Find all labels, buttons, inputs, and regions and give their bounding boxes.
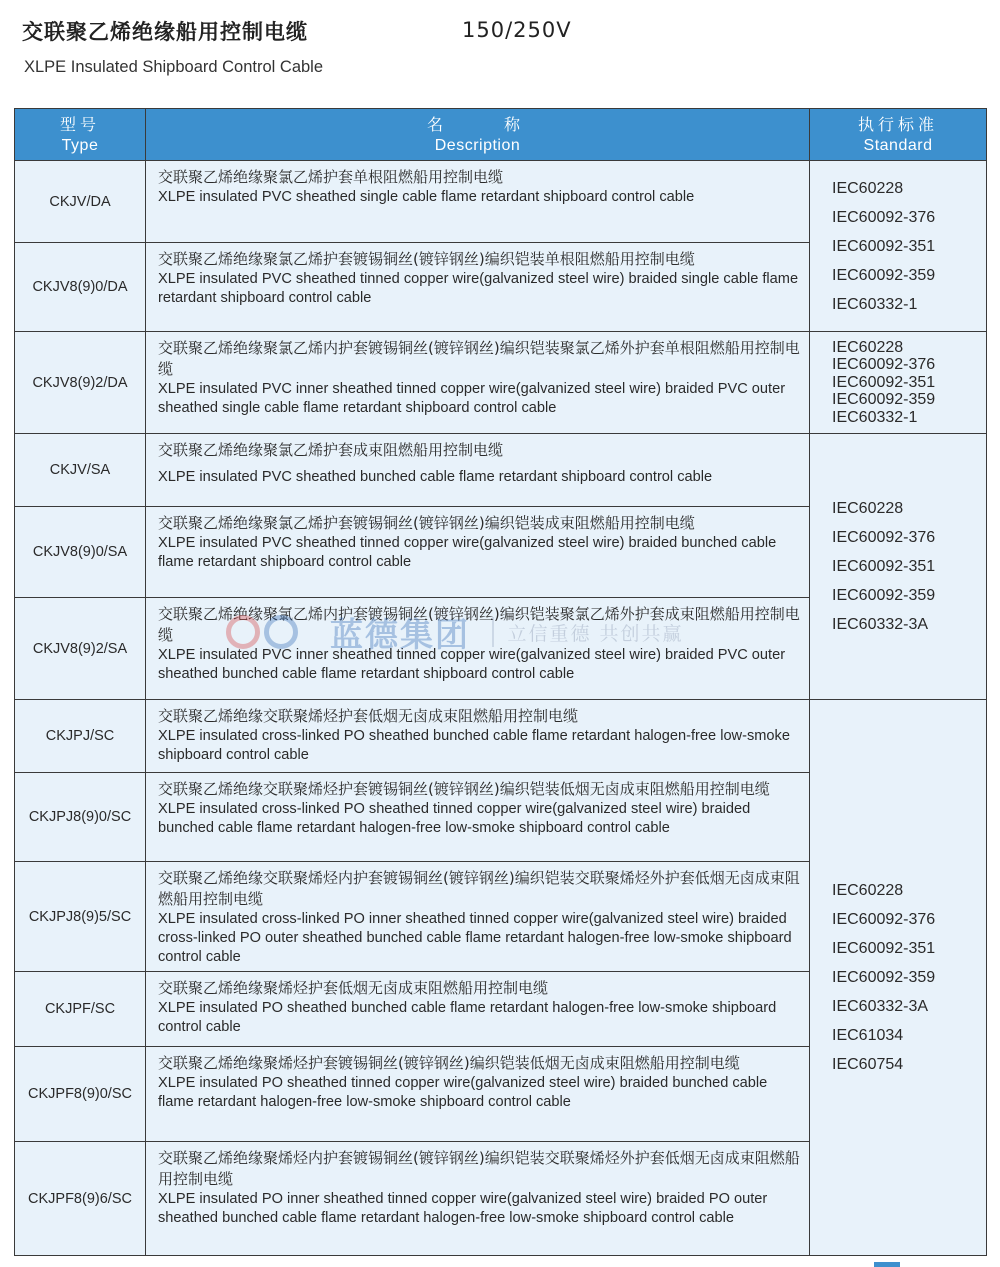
watermark-slogan: 立信重德 共创共赢 xyxy=(507,622,684,645)
page-corner-mark xyxy=(874,1262,900,1267)
description-cell: 交联聚乙烯绝缘聚氯乙烯护套镀锡铜丝(镀锌钢丝)编织铠装单根阻燃船用控制电缆 XLPE insulated PVC sheathed tinned copper wire(galvanized steel wire) braided single cable flame retardant shipboard control cable xyxy=(146,243,810,332)
voltage-rating: 150/250V xyxy=(462,18,572,42)
description-cell: 交联聚乙烯绝缘聚烯烃护套镀锡铜丝(镀锌钢丝)编织铠装低烟无卤成束阻燃船用控制电缆 XLPE insulated PO sheathed tinned copper wire(galvanized steel wire) braided bunched cable flame retardant halogen-free low-smoke shipboard control cable xyxy=(146,1047,810,1142)
description-cell: 交联聚乙烯绝缘聚氯乙烯护套单根阻燃船用控制电缆 XLPE insulated PVC sheathed single cable flame retardant shipboard control cable xyxy=(146,161,810,243)
column-header-description: 名 称 Description xyxy=(146,109,810,161)
type-cell: CKJV8(9)2/DA xyxy=(15,332,146,434)
page-subtitle: XLPE Insulated Shipboard Control Cable xyxy=(24,58,324,76)
watermark-brand: 蓝德集团 xyxy=(330,614,470,654)
cable-spec-table xyxy=(14,108,987,1256)
table-row xyxy=(15,332,987,434)
column-header-type: 型号 Type xyxy=(15,109,146,161)
description-cell: 交联聚乙烯绝缘聚氯乙烯内护套镀锡铜丝(镀锌钢丝)编织铠装聚氯乙烯外护套单根阻燃船用控制电缆 XLPE insulated PVC inner sheathed tinned copper wire(galvanized steel wire) braided PVC outer sheathed single cable flame retardant shipboard control cable xyxy=(146,332,810,434)
standard-cell: IEC60228 IEC60092-376 IEC60092-351 IEC60092-359 IEC60332-3A xyxy=(810,434,987,700)
description-cell: 交联聚乙烯绝缘聚烯烃内护套镀锡铜丝(镀锌钢丝)编织铠装交联聚烯烃外护套低烟无卤成束阻燃船用控制电缆 XLPE insulated PO inner sheathed tinned copper wire(galvanized steel wire) braided PO outer sheathed bunched cable flame retardant halogen-free low-smoke shipboard control cable xyxy=(146,1142,810,1256)
type-cell: CKJPJ8(9)0/SC xyxy=(15,773,146,862)
table-row xyxy=(15,700,987,773)
type-cell: CKJV8(9)0/DA xyxy=(15,243,146,332)
type-cell: CKJPF8(9)0/SC xyxy=(15,1047,146,1142)
table-row xyxy=(15,434,987,507)
type-cell: CKJPJ8(9)5/SC xyxy=(15,862,146,972)
description-cell: 交联聚乙烯绝缘聚烯烃护套低烟无卤成束阻燃船用控制电缆 XLPE insulated PO sheathed bunched cable flame retardant halogen-free low-smoke shipboard control cable xyxy=(146,972,810,1047)
type-cell: CKJV/DA xyxy=(15,161,146,243)
standard-cell: IEC60228 IEC60092-376 IEC60092-351 IEC60092-359 IEC60332-1 xyxy=(810,332,987,434)
description-cell: 交联聚乙烯绝缘交联聚烯烃护套镀锡铜丝(镀锌钢丝)编织铠装低烟无卤成束阻燃船用控制电缆 XLPE insulated cross-linked PO sheathed tinned copper wire(galvanized steel wire) braided bunched cable flame retardant halogen-free low-smoke shipboard control cable xyxy=(146,773,810,862)
type-cell: CKJPJ/SC xyxy=(15,700,146,773)
column-header-standard: 执行标准 Standard xyxy=(810,109,987,161)
table-row xyxy=(15,161,987,243)
table-header-row xyxy=(15,109,987,161)
description-cell: 交联聚乙烯绝缘聚氯乙烯护套镀锡铜丝(镀锌钢丝)编织铠装成束阻燃船用控制电缆 XLPE insulated PVC sheathed tinned copper wire(galvanized steel wire) braided bunched cable flame retardant shipboard control cable xyxy=(146,507,810,598)
type-cell: CKJPF/SC xyxy=(15,972,146,1047)
description-cell: 交联聚乙烯绝缘聚氯乙烯内护套镀锡铜丝(镀锌钢丝)编织铠装聚氯乙烯外护套成束阻燃船用控制电缆 XLPE insulated PVC inner sheathed tinned copper wire(galvanized steel wire) braided PVC outer sheathed bunched cable flame retardant shipboard control cable xyxy=(146,598,810,700)
type-cell: CKJV8(9)0/SA xyxy=(15,507,146,598)
standard-cell: IEC60228 IEC60092-376 IEC60092-351 IEC60092-359 IEC60332-3A IEC61034 IEC60754 xyxy=(810,700,987,1256)
description-cell: 交联聚乙烯绝缘聚氯乙烯护套成束阻燃船用控制电缆 XLPE insulated PVC sheathed bunched cable flame retardant shipboard control cable xyxy=(146,434,810,507)
description-cell: 交联聚乙烯绝缘交联聚烯烃护套低烟无卤成束阻燃船用控制电缆 XLPE insulated cross-linked PO sheathed bunched cable flame retardant halogen-free low-smoke shipboard control cable xyxy=(146,700,810,773)
type-cell: CKJPF8(9)6/SC xyxy=(15,1142,146,1256)
standard-cell: IEC60228 IEC60092-376 IEC60092-351 IEC60092-359 IEC60332-1 xyxy=(810,161,987,332)
type-cell: CKJV8(9)2/SA xyxy=(15,598,146,700)
type-cell: CKJV/SA xyxy=(15,434,146,507)
page-title: 交联聚乙烯绝缘船用控制电缆 xyxy=(22,20,308,44)
description-cell: 交联聚乙烯绝缘交联聚烯烃内护套镀锡铜丝(镀锌钢丝)编织铠装交联聚烯烃外护套低烟无卤成束阻燃船用控制电缆 XLPE insulated cross-linked PO inner sheathed tinned copper wire(galvanized steel wire) braided cross-linked PO outer sheathed bunched cable flame retardant halogen-free low-smoke shipboard control cable xyxy=(146,862,810,972)
